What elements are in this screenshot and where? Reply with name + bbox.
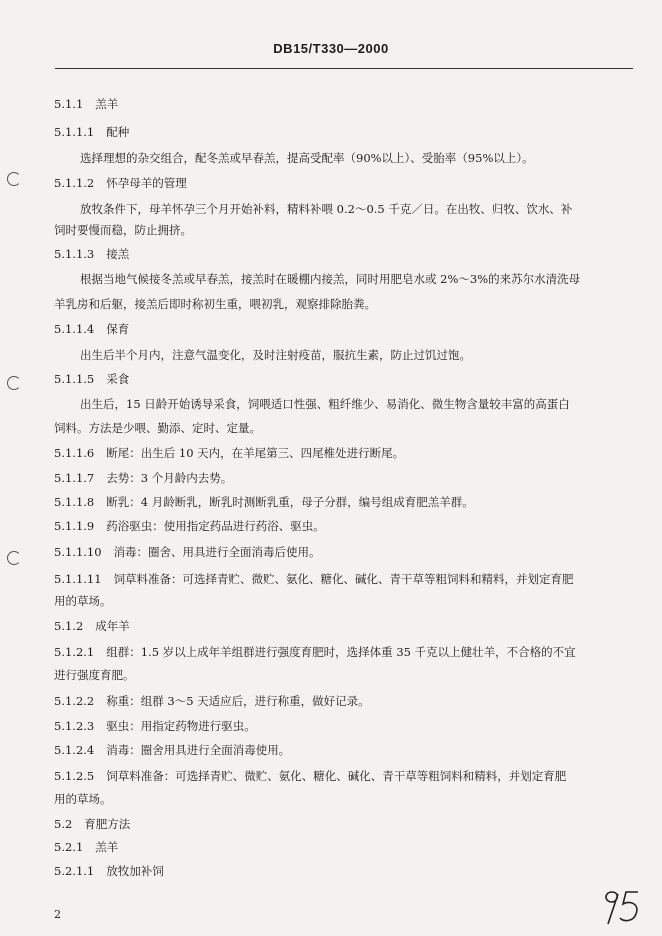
- item-5-1-2-4: 5.1.2.4 消毒：圈舍用具进行全面消毒使用。: [54, 743, 291, 757]
- item-5-1-1-10: 5.1.1.10 消毒：圈舍、用具进行全面消毒后使用。: [54, 545, 321, 559]
- paragraph: 出生后，15 日龄开始诱导采食，饲喂适口性强、粗纤维少、易消化、微生物含量较丰富的高蛋白: [80, 397, 570, 411]
- heading-5-1-1-4: 5.1.1.4 保育: [54, 322, 130, 336]
- heading-5-1-1-3: 5.1.1.3 接羔: [54, 247, 130, 261]
- punch-hole-icon: [7, 376, 21, 390]
- item-5-1-2-1: 5.1.2.1 组群：1.5 岁以上成年羊组群进行强度育肥时，选择体重 35 千克以上健壮羊，不合格的不宜: [54, 645, 576, 659]
- item-5-1-1-8: 5.1.1.8 断乳：4 月龄断乳，断乳时测断乳重，母子分群，编号组成育肥羔羊群。: [54, 495, 474, 509]
- heading-5-1-1-5: 5.1.1.5 采食: [54, 372, 130, 386]
- item-continuation: 用的草场。: [54, 594, 112, 608]
- handwritten-page-mark-icon: [598, 888, 648, 928]
- paragraph-continuation: 饲时要慢而稳，防止拥挤。: [54, 223, 192, 237]
- page-number: 2: [54, 908, 61, 921]
- paragraph-continuation: 饲料。方法是少喂、勤添、定时、定量。: [54, 421, 261, 435]
- paragraph: 选择理想的杂交组合，配冬羔或早春羔，提高受配率（90%以上）、受胎率（95%以上）。: [80, 151, 534, 165]
- paragraph: 出生后半个月内，注意气温变化，及时注射疫苗，服抗生素，防止过饥过饱。: [80, 348, 471, 362]
- item-5-1-1-9: 5.1.1.9 药浴驱虫：使用指定药品进行药浴、驱虫。: [54, 519, 325, 533]
- header-rule: [55, 68, 633, 69]
- punch-hole-icon: [7, 551, 21, 565]
- document-header: DB15/T330—2000: [273, 41, 389, 56]
- item-5-1-1-6: 5.1.1.6 断尾：出生后 10 天内，在羊尾第三、四尾椎处进行断尾。: [54, 446, 405, 460]
- punch-hole-icon: [7, 172, 21, 186]
- item-5-1-2-2: 5.1.2.2 称重：组群 3～5 天适应后，进行称重，做好记录。: [54, 694, 370, 708]
- item-continuation: 用的草场。: [54, 792, 112, 806]
- item-5-1-1-7: 5.1.1.7 去势：3 个月龄内去势。: [54, 471, 233, 485]
- heading-5-2-1-1: 5.2.1.1 放牧加补饲: [54, 864, 164, 878]
- heading-5-2-1: 5.2.1 羔羊: [54, 840, 119, 854]
- paragraph: 放牧条件下，母羊怀孕三个月开始补料，精料补喂 0.2～0.5 千克／日。在出牧、归牧、饮水、补: [80, 202, 573, 216]
- heading-5-1-1-2: 5.1.1.2 怀孕母羊的管理: [54, 176, 187, 190]
- heading-5-2: 5.2 育肥方法: [54, 817, 131, 831]
- item-5-1-1-11: 5.1.1.11 饲草料准备：可选择青贮、微贮、氨化、糖化、碱化、青干草等粗饲料和精料，并划定育肥: [54, 572, 574, 586]
- heading-5-1-2: 5.1.2 成年羊: [54, 619, 130, 633]
- heading-5-1-1-1: 5.1.1.1 配种: [54, 125, 130, 139]
- item-5-1-2-5: 5.1.2.5 饲草料准备：可选择青贮、微贮、氨化、糖化、碱化、青干草等粗饲料和精料，并划定育肥: [54, 769, 567, 783]
- item-continuation: 进行强度育肥。: [54, 668, 135, 682]
- item-5-1-2-3: 5.1.2.3 驱虫：用指定药物进行驱虫。: [54, 719, 256, 733]
- paragraph-continuation: 羊乳房和后躯，接羔后即时称初生重，喂初乳，观察排除胎粪。: [54, 297, 376, 311]
- heading-5-1-1: 5.1.1 羔羊: [54, 97, 119, 111]
- paragraph: 根据当地气候接冬羔或早春羔，接羔时在暖棚内接羔，同时用肥皂水或 2%～3%的来苏尔水清洗母: [80, 272, 581, 286]
